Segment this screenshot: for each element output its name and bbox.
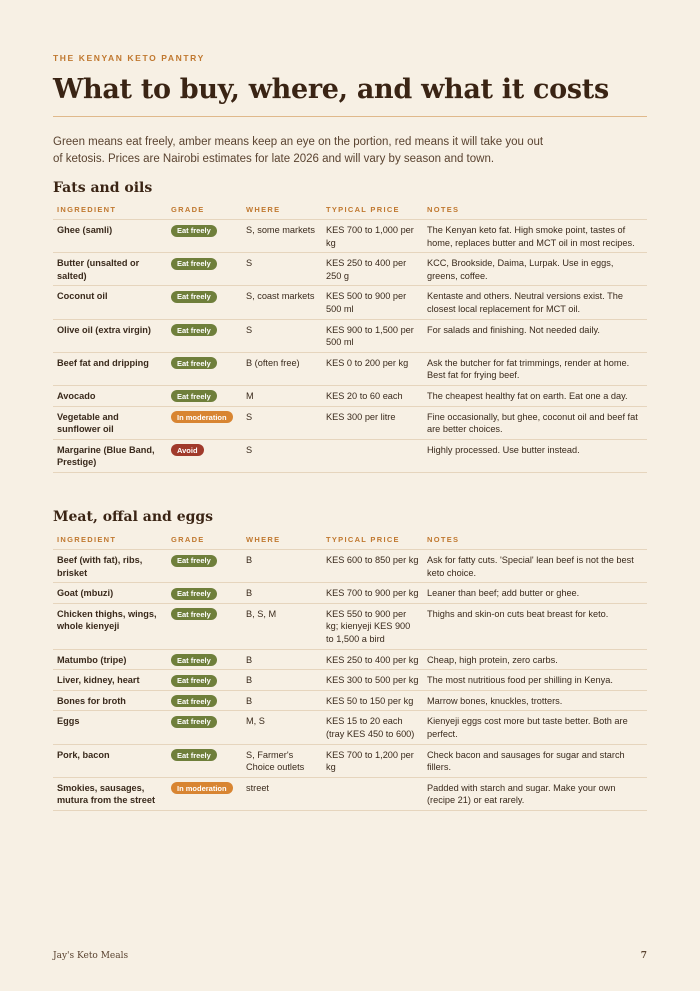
- header-price: TYPICAL PRICE: [322, 205, 423, 220]
- grade-cell: [167, 649, 242, 670]
- grade-badge: Eat freely: [171, 749, 217, 761]
- ingredient-cell: Bones for broth: [53, 690, 167, 711]
- table-row: [53, 319, 647, 352]
- where-cell: B: [242, 649, 322, 670]
- where-cell: B: [242, 550, 322, 583]
- price-cell: KES 700 to 1,000 per kg: [322, 220, 423, 253]
- notes-cell: The cheapest healthy fat on earth. Eat one a day.: [423, 385, 647, 406]
- grade-badge: Eat freely: [171, 324, 217, 336]
- grade-cell: [167, 406, 242, 439]
- grade-cell: [167, 439, 242, 472]
- notes-cell: Cheap, high protein, zero carbs.: [423, 649, 647, 670]
- grade-badge: Eat freely: [171, 390, 217, 402]
- grade-cell: [167, 777, 242, 810]
- header-ingredient: INGREDIENT: [53, 535, 167, 550]
- price-cell: KES 700 to 900 per kg: [322, 583, 423, 604]
- notes-cell: For salads and finishing. Not needed daily.: [423, 319, 647, 352]
- table-row: [53, 744, 647, 777]
- notes-cell: Thighs and skin-on cuts beat breast for keto.: [423, 603, 647, 649]
- where-cell: S: [242, 319, 322, 352]
- grade-badge: Avoid: [171, 444, 204, 456]
- grade-badge: Eat freely: [171, 588, 217, 600]
- grade-badge: Eat freely: [171, 675, 217, 687]
- table-row: [53, 253, 647, 286]
- where-cell: S, coast markets: [242, 286, 322, 319]
- grade-badge: Eat freely: [171, 695, 217, 707]
- grade-badge: Eat freely: [171, 555, 217, 567]
- ingredient-cell: Smokies, sausages, mutura from the street: [53, 777, 167, 810]
- grade-badge: Eat freely: [171, 258, 217, 270]
- grade-cell: [167, 690, 242, 711]
- ingredient-cell: Avocado: [53, 385, 167, 406]
- table-row: [53, 711, 647, 744]
- notes-cell: Ask the butcher for fat trimmings, render at home. Best fat for frying beef.: [423, 352, 647, 385]
- grade-cell: [167, 744, 242, 777]
- price-cell: KES 250 to 400 per kg: [322, 649, 423, 670]
- grade-badge: Eat freely: [171, 654, 217, 666]
- header-ingredient: INGREDIENT: [53, 205, 167, 220]
- notes-cell: Kienyeji eggs cost more but taste better. Both are perfect.: [423, 711, 647, 744]
- notes-cell: Check bacon and sausages for sugar and starch fillers.: [423, 744, 647, 777]
- price-cell: [322, 439, 423, 472]
- price-cell: KES 600 to 850 per kg: [322, 550, 423, 583]
- table-row: [53, 286, 647, 319]
- table-row: [53, 690, 647, 711]
- meat-rows: [53, 550, 647, 811]
- table-row: [53, 777, 647, 810]
- ingredient-cell: Goat (mbuzi): [53, 583, 167, 604]
- price-cell: KES 900 to 1,500 per 500 ml: [322, 319, 423, 352]
- notes-cell: Marrow bones, knuckles, trotters.: [423, 690, 647, 711]
- grade-badge: Eat freely: [171, 291, 217, 303]
- grade-badge: Eat freely: [171, 225, 217, 237]
- price-cell: KES 50 to 150 per kg: [322, 690, 423, 711]
- footer-brand: Jay's Keto Meals: [53, 951, 129, 961]
- title-divider: [53, 116, 647, 117]
- price-cell: KES 20 to 60 each: [322, 385, 423, 406]
- header-where: WHERE: [242, 535, 322, 550]
- grade-cell: [167, 711, 242, 744]
- where-cell: S: [242, 439, 322, 472]
- ingredient-cell: Beef (with fat), ribs, brisket: [53, 550, 167, 583]
- grade-badge: In moderation: [171, 411, 233, 423]
- table-row: [53, 352, 647, 385]
- ingredient-cell: Margarine (Blue Band, Prestige): [53, 439, 167, 472]
- grade-cell: [167, 603, 242, 649]
- notes-cell: Leaner than beef; add butter or ghee.: [423, 583, 647, 604]
- where-cell: street: [242, 777, 322, 810]
- grade-cell: [167, 286, 242, 319]
- where-cell: B: [242, 690, 322, 711]
- section-title-meat: Meat, offal and eggs: [53, 509, 214, 525]
- ingredient-cell: Matumbo (tripe): [53, 649, 167, 670]
- notes-cell: Kentaste and others. Neutral versions exist. The closest local replacement for MCT oil.: [423, 286, 647, 319]
- header-grade: GRADE: [167, 535, 242, 550]
- kicker: THE KENYAN KETO PANTRY: [53, 53, 205, 63]
- notes-cell: KCC, Brookside, Daima, Lurpak. Use in eggs, greens, coffee.: [423, 253, 647, 286]
- grade-cell: [167, 583, 242, 604]
- meat-table: [53, 535, 647, 811]
- grade-cell: [167, 220, 242, 253]
- price-cell: KES 15 to 20 each (tray KES 450 to 600): [322, 711, 423, 744]
- price-cell: KES 250 to 400 per 250 g: [322, 253, 423, 286]
- table-row: [53, 385, 647, 406]
- fats-rows: [53, 220, 647, 473]
- price-cell: KES 300 to 500 per kg: [322, 670, 423, 691]
- grade-badge: Eat freely: [171, 716, 217, 728]
- ingredient-cell: Pork, bacon: [53, 744, 167, 777]
- ingredient-cell: Liver, kidney, heart: [53, 670, 167, 691]
- notes-cell: Highly processed. Use butter instead.: [423, 439, 647, 472]
- table-header-row: [53, 535, 647, 550]
- table-row: [53, 439, 647, 472]
- ingredient-cell: Ghee (samli): [53, 220, 167, 253]
- ingredient-cell: Vegetable and sunflower oil: [53, 406, 167, 439]
- table-row: [53, 649, 647, 670]
- table-row: [53, 406, 647, 439]
- section-title-fats: Fats and oils: [53, 180, 153, 196]
- grade-cell: [167, 352, 242, 385]
- price-cell: KES 700 to 1,200 per kg: [322, 744, 423, 777]
- grade-badge: Eat freely: [171, 608, 217, 620]
- table-header-row: [53, 205, 647, 220]
- price-cell: KES 550 to 900 per kg; kienyeji KES 900 to 1,500 a bird: [322, 603, 423, 649]
- where-cell: B: [242, 583, 322, 604]
- grade-badge: In moderation: [171, 782, 233, 794]
- where-cell: M, S: [242, 711, 322, 744]
- notes-cell: Padded with starch and sugar. Make your own (recipe 21) or eat rarely.: [423, 777, 647, 810]
- where-cell: S: [242, 406, 322, 439]
- intro-paragraph: Green means eat freely, amber means keep an eye on the portion, red means it will take you out of ketosis. Prices are Nairobi estimates for late 2026 and will vary by season and town.: [53, 136, 544, 165]
- notes-cell: Ask for fatty cuts. 'Special' lean beef is not the best keto choice.: [423, 550, 647, 583]
- where-cell: S: [242, 253, 322, 286]
- grade-cell: [167, 253, 242, 286]
- header-price: TYPICAL PRICE: [322, 535, 423, 550]
- where-cell: S, Farmer's Choice outlets: [242, 744, 322, 777]
- price-cell: KES 300 per litre: [322, 406, 423, 439]
- table-row: [53, 670, 647, 691]
- price-cell: KES 0 to 200 per kg: [322, 352, 423, 385]
- header-notes: NOTES: [423, 535, 647, 550]
- price-cell: KES 500 to 900 per 500 ml: [322, 286, 423, 319]
- table-row: [53, 550, 647, 583]
- table-row: [53, 583, 647, 604]
- where-cell: B, S, M: [242, 603, 322, 649]
- where-cell: M: [242, 385, 322, 406]
- header-notes: NOTES: [423, 205, 647, 220]
- ingredient-cell: Chicken thighs, wings, whole kienyeji: [53, 603, 167, 649]
- notes-cell: The most nutritious food per shilling in Kenya.: [423, 670, 647, 691]
- page-number: 7: [640, 951, 647, 961]
- where-cell: B (often free): [242, 352, 322, 385]
- notes-cell: Fine occasionally, but ghee, coconut oil and beef fat are better choices.: [423, 406, 647, 439]
- grade-cell: [167, 319, 242, 352]
- ingredient-cell: Olive oil (extra virgin): [53, 319, 167, 352]
- grade-badge: Eat freely: [171, 357, 217, 369]
- header-grade: GRADE: [167, 205, 242, 220]
- ingredient-cell: Eggs: [53, 711, 167, 744]
- table-row: [53, 220, 647, 253]
- where-cell: S, some markets: [242, 220, 322, 253]
- grade-cell: [167, 385, 242, 406]
- table-row: [53, 603, 647, 649]
- header-where: WHERE: [242, 205, 322, 220]
- price-cell: [322, 777, 423, 810]
- grade-cell: [167, 670, 242, 691]
- grade-cell: [167, 550, 242, 583]
- ingredient-cell: Coconut oil: [53, 286, 167, 319]
- ingredient-cell: Beef fat and dripping: [53, 352, 167, 385]
- fats-table: [53, 205, 647, 473]
- ingredient-cell: Butter (unsalted or salted): [53, 253, 167, 286]
- where-cell: B: [242, 670, 322, 691]
- notes-cell: The Kenyan keto fat. High smoke point, tastes of home, replaces butter and MCT oil in most recipes.: [423, 220, 647, 253]
- page-title: What to buy, where, and what it costs: [53, 74, 609, 105]
